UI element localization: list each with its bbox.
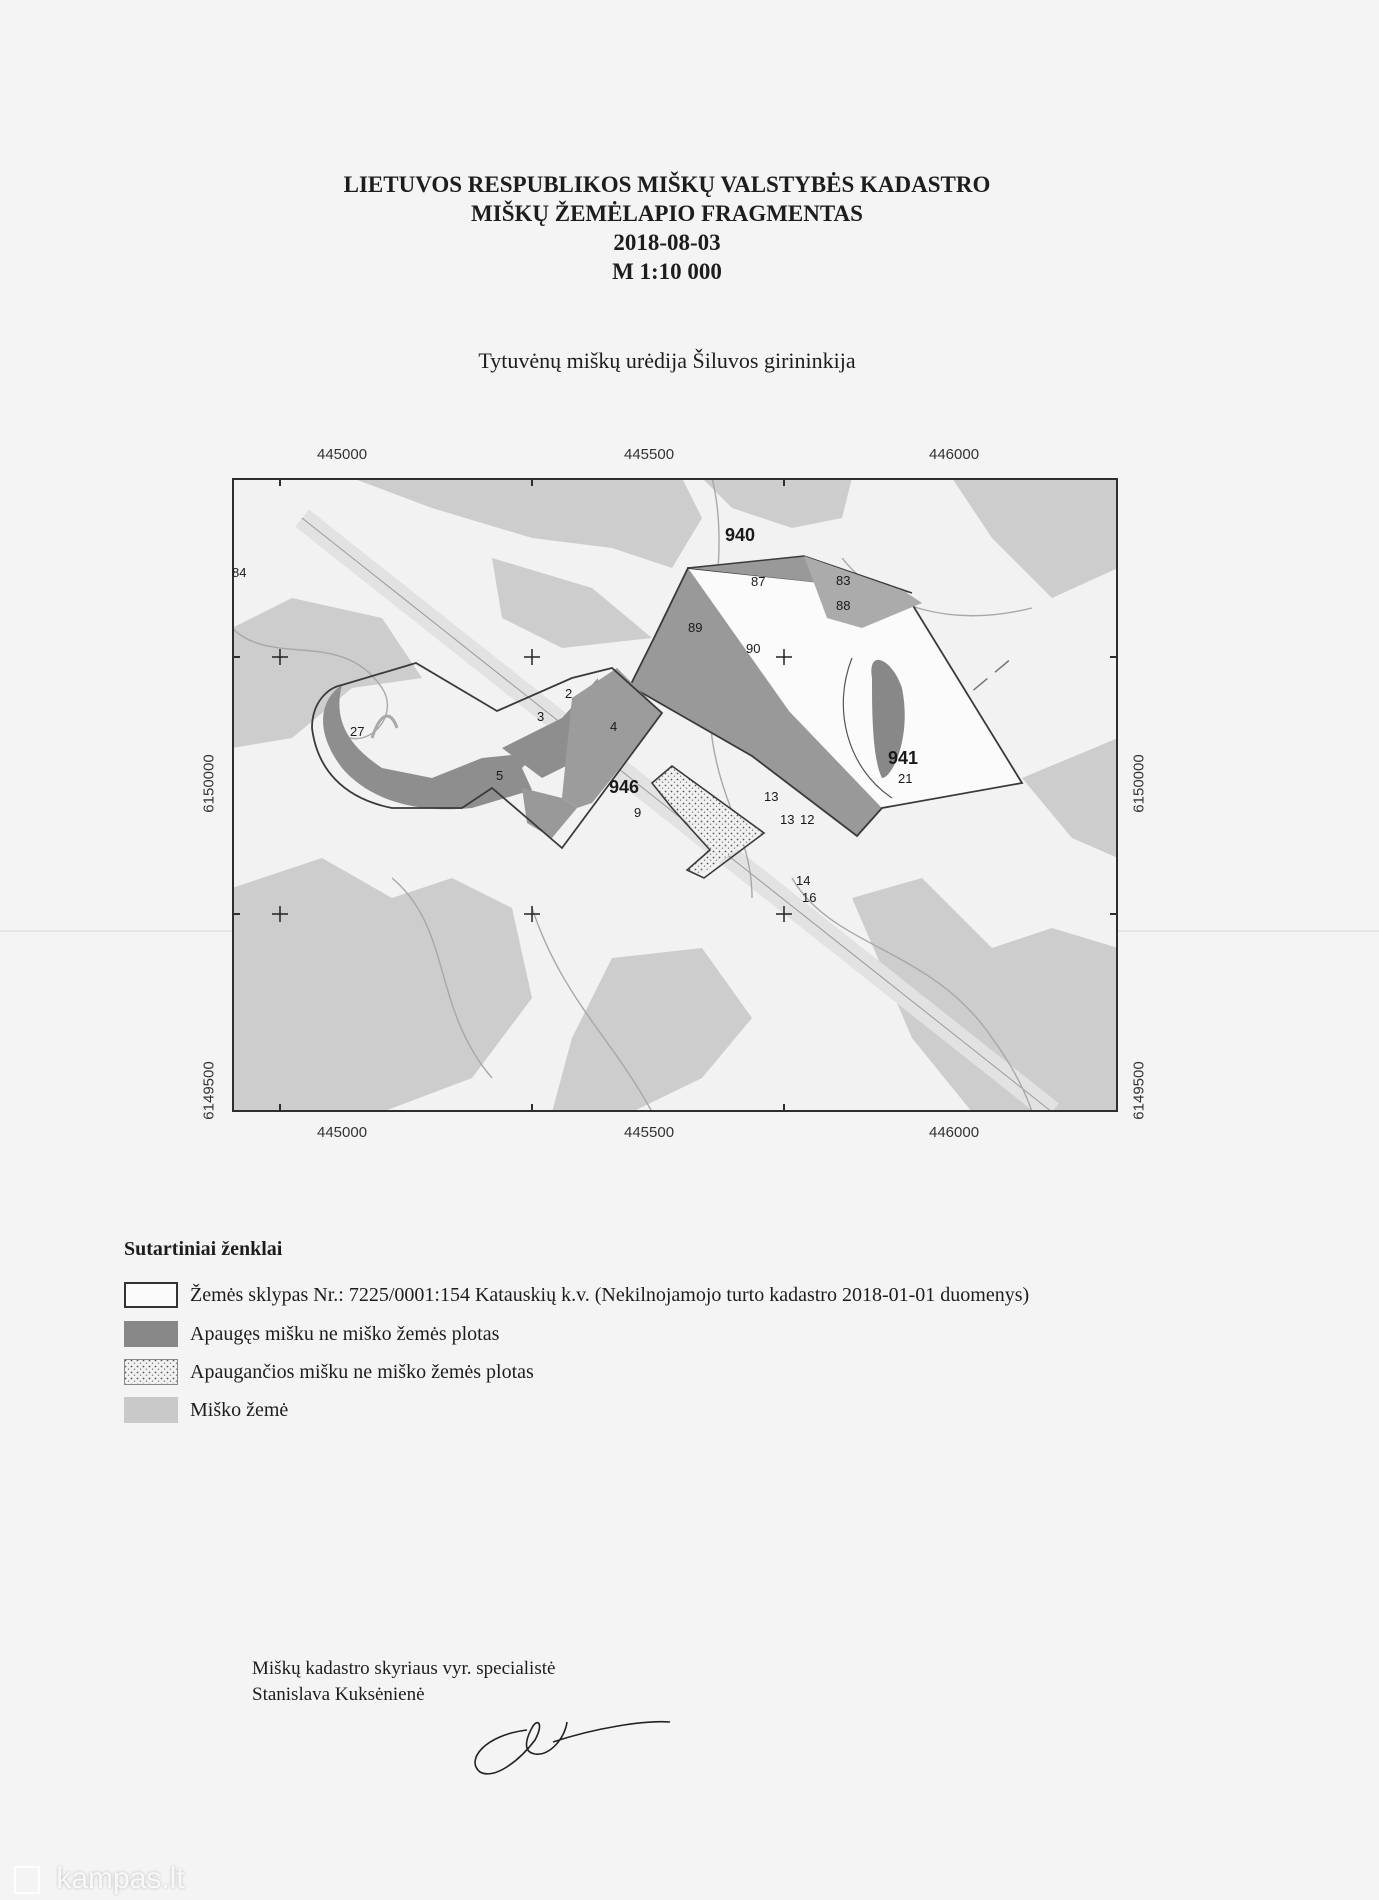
legend-item-forest-land [124,1395,288,1425]
legend-label-land-plot: Žemės sklypas Nr.: 7225/0001:154 Katauskių k.v. (Nekilnojamojo turto kadastro 2018-01-01 duomenys) [190,1283,1030,1306]
legend-label-overgrown: Apaugęs mišku ne miško žemės plotas [190,1322,500,1345]
kampas-logo-icon [14,1866,40,1894]
forest-district: Tytuvėnų miškų urėdija Šiluvos girininkija [478,348,856,373]
parcel-label-89: 89 [688,620,703,635]
legend-label-forest-land: Miško žemė [190,1398,289,1421]
watermark-logo [14,1862,185,1896]
legend-swatch-overgrowing [124,1359,178,1385]
legend-swatch-overgrown [124,1321,178,1347]
parcel-label-16: 16 [802,890,817,905]
legend-title: Sutartiniai ženklai [124,1238,283,1260]
forest-map [232,478,1118,1112]
y-tick-right-2: 6149500 [1130,1061,1148,1120]
parcel-label-13a: 13 [764,789,779,804]
quarter-label-946: 946 [609,777,640,797]
legend-item-overgrown [124,1319,499,1349]
parcel-label-4: 4 [610,719,618,734]
legend-swatch-forest-land [124,1397,178,1423]
watermark-text: kampas.lt [56,1862,185,1895]
handwritten-signature [455,1680,685,1780]
legend-item-land-plot [124,1280,1029,1310]
document-header [0,170,1334,286]
y-tick-left-2: 6149500 [200,1061,218,1120]
y-tick-right-1: 6150000 [1130,754,1148,813]
parcel-label-87: 87 [751,574,766,589]
header-scale: M 1:10 000 [612,259,722,284]
x-tick-bottom-2: 445500 [624,1124,675,1141]
parcel-label-5: 5 [496,768,504,783]
header-line-1: LIETUVOS RESPUBLIKOS MIŠKŲ VALSTYBĖS KADASTRO [343,172,991,197]
x-tick-bottom-3: 446000 [929,1124,980,1141]
legend-item-overgrowing [124,1357,534,1387]
parcel-label-88: 88 [836,598,851,613]
y-tick-left-1: 6150000 [200,754,218,813]
quarter-label-940: 940 [725,525,756,545]
parcel-label-21: 21 [898,771,913,786]
parcel-label-84: 84 [232,565,247,580]
legend-label-overgrowing: Apaugančios mišku ne miško žemės plotas [190,1360,534,1383]
parcel-label-14: 14 [796,873,811,888]
signatory-position: Miškų kadastro skyriaus vyr. specialistė [252,1658,556,1679]
signatory-name: Stanislava Kuksėnienė [252,1684,425,1705]
x-tick-top-3: 446000 [929,446,980,463]
x-tick-bottom-1: 445000 [317,1124,368,1141]
parcel-label-2: 2 [565,686,573,701]
parcel-label-90: 90 [746,641,761,656]
x-tick-top-1: 445000 [317,446,368,463]
header-line-2: MIŠKŲ ŽEMĖLAPIO FRAGMENTAS [471,201,863,226]
legend-swatch-land-plot [124,1282,178,1308]
quarter-label-941: 941 [888,748,919,768]
parcel-label-83: 83 [836,573,851,588]
parcel-label-9: 9 [634,805,642,820]
parcel-label-3: 3 [537,709,545,724]
header-date: 2018-08-03 [613,230,721,255]
parcel-label-27: 27 [350,724,365,739]
x-tick-top-2: 445500 [624,446,675,463]
parcel-label-13b: 13 [780,812,795,827]
parcel-label-12: 12 [800,812,815,827]
